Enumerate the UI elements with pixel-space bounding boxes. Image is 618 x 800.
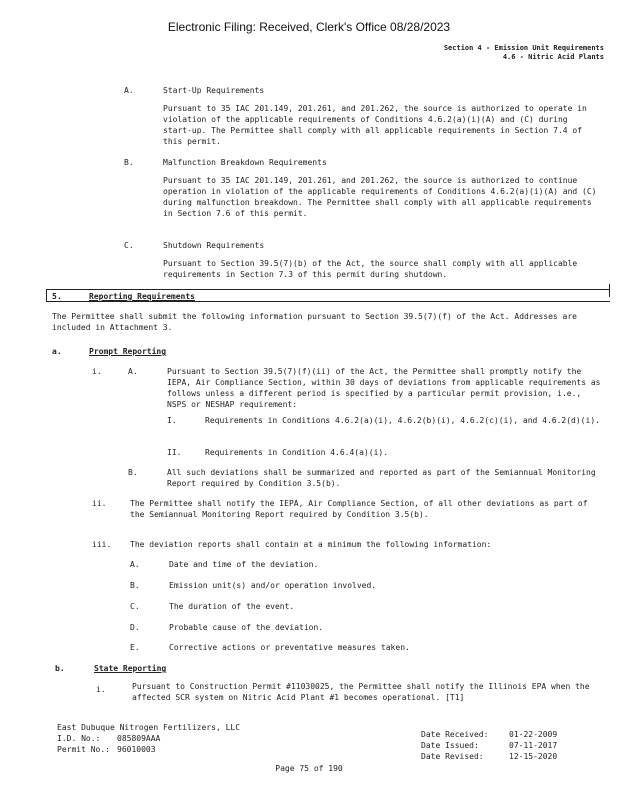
deviation-info-a-text: Date and time of the deviation. (169, 560, 319, 569)
item-c-marker: C. (124, 241, 134, 250)
footer-permit-value: 96010003 (117, 745, 156, 754)
footer-permit-label: Permit No.: (57, 745, 110, 754)
prompt-I-marker: I. (167, 416, 177, 425)
page-number: Page 75 of 190 (275, 764, 343, 773)
deviation-info-b-marker: B. (130, 581, 140, 590)
section-5-left-border (46, 289, 47, 302)
section-5-top-rule (46, 289, 610, 290)
item-b-title: Malfunction Breakdown Requirements (163, 158, 327, 167)
deviation-info-e-text: Corrective actions or preventative measures taken. (169, 643, 410, 652)
state-i-marker: i. (96, 685, 106, 694)
prompt-reporting-title: Prompt Reporting (89, 347, 167, 356)
item-a-body: Pursuant to 35 IAC 201.149, 201.261, and 201.262, the source is authorized to operate in violation of the applicable requirements of Conditions 4.6.2(a)(i)(A) and (C) during start-up. The Permittee shall comply with all applicable requirements in Section 7.4 of this permit. (163, 104, 587, 146)
prompt-i-b-marker: B. (128, 468, 138, 477)
prompt-ii-marker: ii. (92, 499, 107, 508)
prompt-iii-marker: iii. (92, 540, 112, 549)
section-5-number: 5. (52, 292, 62, 301)
section-header-line-1: Section 4 - Emission Unit Requirements (443, 44, 604, 52)
deviation-info-c-text: The duration of the event. (169, 602, 295, 611)
section-5-title: Reporting Requirements (89, 292, 195, 301)
footer-received-value: 01-22-2009 (509, 730, 558, 739)
deviation-info-c-marker: C. (130, 602, 140, 611)
footer-issued-label: Date Issued: (421, 741, 479, 750)
footer-revised-label: Date Revised: (421, 752, 484, 761)
prompt-i-a-marker: A. (128, 367, 138, 376)
deviation-info-d-text: Probable cause of the deviation. (169, 623, 324, 632)
prompt-i-b-text: All such deviations shall be summarized and reported as part of the Semiannual Monitoring Report required by Condition 3.5(b). (167, 468, 596, 488)
footer-id-value: 085809AAA (117, 734, 161, 743)
prompt-i-a-text: Pursuant to Section 39.5(7)(f)(ii) of the Act, the Permittee shall promptly notify the IEPA, Air Compliance Section, within 30 days of deviations from applicable requirements as follows unless a different period is specified by a particular permit provision, i.e., NSPS or NESHAP requirement: (167, 367, 601, 409)
footer-company: East Dubuque Nitrogen Fertilizers, LLC (57, 723, 241, 732)
footer-issued-value: 07-11-2017 (509, 741, 558, 750)
deviation-info-b-text: Emission unit(s) and/or operation involved. (169, 581, 377, 590)
item-b-body: Pursuant to 35 IAC 201.149, 201.261, and 201.262, the source is authorized to continue operation in violation of the applicable requirements of Conditions 4.6.2(a)(i)(A) and (C) during malfunction breakdown. The Permittee shall comply with all applicable requirements in Section 7.6 of this permit. (163, 176, 597, 218)
item-a-title: Start-Up Requirements (163, 86, 265, 95)
prompt-II-marker: II. (167, 448, 182, 457)
item-c-body: Pursuant to Section 39.5(7)(b) of the Act, the source shall comply with all applicable requirements in Section 7.3 of this permit during shutdown. (163, 259, 578, 279)
item-c-title: Shutdown Requirements (163, 241, 265, 250)
deviation-info-d-marker: D. (130, 623, 140, 632)
state-i-text: Pursuant to Construction Permit #11030025, the Permittee shall notify the Illinois EPA when the affected SCR system on Nitric Acid Plant #1 becomes operational. [T1] (132, 682, 590, 702)
prompt-iii-text: The deviation reports shall contain at a minimum the following information: (130, 540, 492, 549)
state-reporting-marker: b. (55, 664, 65, 673)
electronic-filing-banner: Electronic Filing: Received, Clerk's Office 08/28/2023 (167, 20, 451, 34)
deviation-info-a-marker: A. (130, 560, 140, 569)
item-a-marker: A. (124, 86, 134, 95)
state-reporting-title: State Reporting (94, 664, 167, 673)
prompt-ii-text: The Permittee shall notify the IEPA, Air Compliance Section, of all other deviations as part of the Semiannual Monitoring Report required by Condition 3.5(b). (130, 499, 588, 519)
footer-id-label: I.D. No.: (57, 734, 101, 743)
footer-received-label: Date Received: (421, 730, 489, 739)
section-header-line-2: 4.6 - Nitric Acid Plants (502, 53, 604, 61)
prompt-i-marker: i. (92, 367, 102, 376)
prompt-reporting-marker: a. (52, 347, 62, 356)
prompt-II-text: Requirements in Condition 4.6.4(a)(i). (205, 448, 389, 457)
footer-revised-value: 12-15-2020 (509, 752, 558, 761)
item-b-marker: B. (124, 158, 134, 167)
section-5-intro: The Permittee shall submit the following information pursuant to Section 39.5(7)(f) of the Act. Addresses are included in Attachment 3. (52, 312, 577, 332)
prompt-I-text: Requirements in Conditions 4.6.2(a)(i), 4.6.2(b)(i), 4.6.2(c)(i), and 4.6.2(d)(i). (205, 416, 600, 425)
deviation-info-e-marker: E. (130, 643, 140, 652)
section-5-right-border (609, 284, 610, 297)
